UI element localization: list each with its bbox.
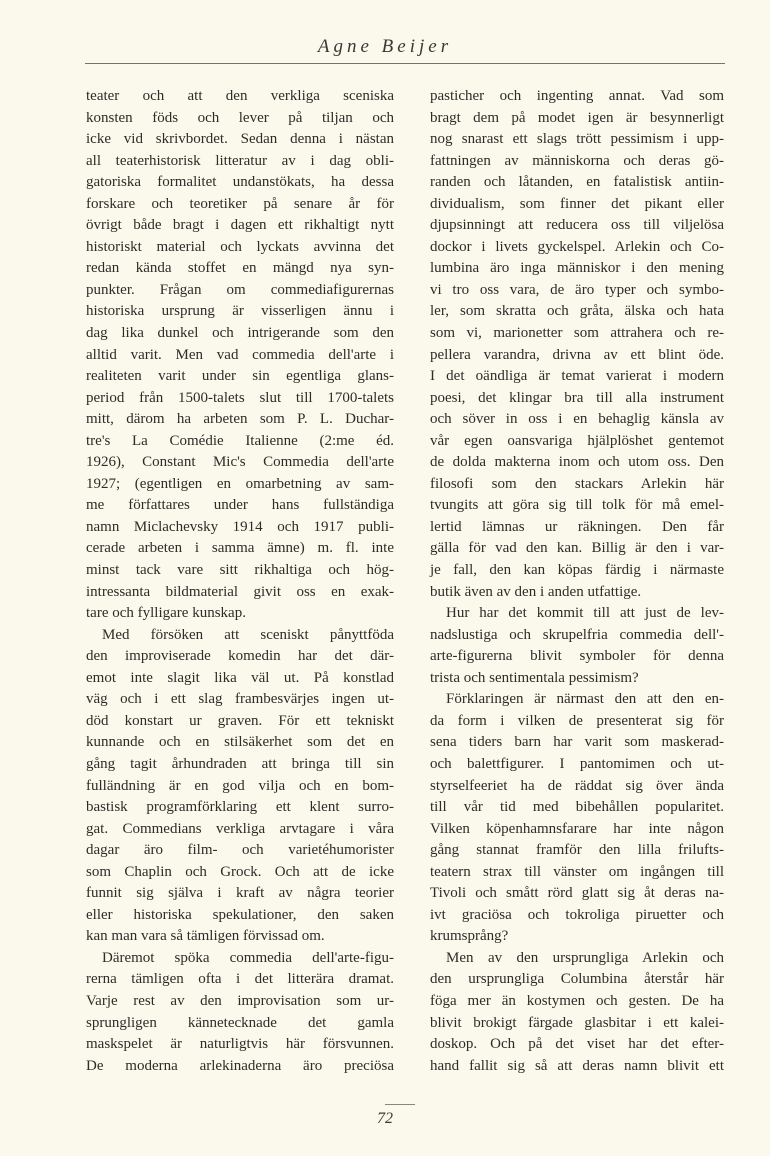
text-line: tare och fylligare kunskap.	[86, 605, 246, 622]
text-line: den ursprungliga Columbina återstår här	[430, 971, 724, 988]
text-line: nog snarast ett slags trött pessimism i upp-	[430, 131, 724, 148]
text-line: historiska ursprung är visserligen ännu i	[86, 303, 394, 320]
text-line: teater och att den verkliga sceniska	[86, 88, 394, 104]
text-line: tvungits att göra sig till tolk för må emel-	[430, 497, 724, 514]
text-line: tre's La Comédie Italienne (2:me éd.	[86, 432, 394, 449]
text-line: dividualism, som finner det pikant eller	[430, 195, 724, 212]
paragraph	[430, 689, 724, 948]
text-line: ler, som skratta och gråta, älska och hata	[430, 303, 724, 320]
paragraph	[430, 948, 724, 1077]
text-line: arte-figurerna blivit symboler för denna	[430, 648, 724, 665]
text-line: gång stannat framför den lilla frilufts-	[430, 842, 724, 859]
footer-rule	[385, 1104, 415, 1105]
text-line: redan kända stoffet en mängd nya syn-	[86, 260, 394, 277]
paragraph	[86, 625, 394, 948]
text-line: den improviserade komedin har det där-	[86, 648, 394, 665]
text-line: gång tagit århundraden att bringa till sin	[86, 755, 394, 772]
text-line: Men av den ursprungliga Arlekin och	[446, 949, 724, 966]
text-line: ivt graciösa och tokroliga piruetter och	[430, 906, 724, 923]
text-line: poesi, det klingar bra till alla instrument	[430, 389, 724, 406]
text-line: djupsinningt att reducera oss till viljelösa	[430, 217, 724, 234]
text-line: Varje rest av den improvisation som ur-	[86, 992, 394, 1009]
text-line: filosofi som den stackars Arlekin här	[430, 475, 724, 492]
text-line: all teaterhistorisk litteratur av i dag obli-	[86, 152, 394, 169]
text-line: teatern strax till vänster om ingången till	[430, 863, 724, 880]
text-line: föga mer än kostymen och gesten. De ha	[430, 992, 724, 1009]
text-line: eller historiska spekulationer, den saken	[86, 906, 394, 923]
page-number: 72	[377, 1110, 393, 1127]
text-line: dockor i livets gyckelspel. Arlekin och Co-	[430, 238, 724, 255]
text-line: gälla för vad den kan. Billig är den i var-	[430, 540, 724, 557]
text-line: Däremot spöka commedia dell'arte-figu-	[102, 949, 394, 966]
text-line: icke vid skrivbordet. Sedan denna i nästan	[86, 131, 394, 148]
running-head-author: Agne Beijer	[317, 36, 453, 57]
text-line: och söver in oss i en behaglig känsla av	[430, 411, 724, 428]
text-line: namn Miclachevsky 1914 och 1917 publi-	[86, 518, 394, 535]
paragraph	[430, 603, 724, 689]
text-line: bastisk programförklaring ett klent surro-	[86, 799, 394, 816]
text-line: alltid varit. Men vad commedia dell'arte i	[86, 346, 394, 363]
text-line: realiteten varit under sin egentliga glans-	[86, 368, 394, 385]
text-line: butik även av den i anden utfattige.	[430, 583, 642, 600]
text-column-right	[430, 86, 724, 1077]
text-line: blivit brokigt färgade glasbitar i ett kalei-	[430, 1014, 724, 1031]
text-line: död konstart ur graven. För ett tekniskt	[86, 712, 394, 729]
text-line: randen och låtanden, en fatalistisk antiin-	[430, 174, 724, 191]
text-line: nadslustiga och skrupelfria commedia dell'-	[430, 626, 724, 643]
text-line: som vi, marionetter som attrahera och re-	[430, 325, 724, 342]
text-line: fulländning är en god vilja och en bom-	[86, 777, 394, 794]
text-line: fattningen av människorna och deras gö-	[430, 152, 724, 169]
text-line: funnit sig själva i kraft av några teorier	[86, 885, 394, 902]
text-line: som Chaplin och Grock. Och att de icke	[86, 863, 394, 880]
text-line: pellera varandra, drivna av ett blint öde.	[430, 346, 724, 363]
text-line: och balettfigurer. I pantomimen och ut-	[430, 755, 724, 772]
text-line: vi tro oss vara, de äro typer och symbo-	[430, 281, 724, 298]
text-line: forskare och teoretiker på senare år för	[86, 195, 394, 212]
text-line: punkter. Frågan om commediafigurernas	[86, 281, 394, 298]
text-line: Hur har det kommit till att just de lev-	[446, 605, 724, 622]
text-line: pasticher och ingenting annat. Vad som	[430, 88, 724, 104]
text-line: je fall, den kan köpas färdig i närmaste	[430, 562, 724, 579]
text-line: dag lika dunkel och intrigerande som den	[86, 325, 394, 342]
text-line: minst tack vare sitt rikhaltiga och hög-	[86, 562, 394, 579]
text-line: doskop. Och på det viset har det efter-	[430, 1036, 724, 1053]
text-line: maskspelet är naturligtvis här försvunnen.	[86, 1036, 394, 1053]
text-line: vår egen oansvariga hjälplöshet gentemot	[430, 432, 724, 449]
text-line: konsten föds och lever på tiljan och	[86, 109, 394, 126]
text-line: da form i vilken de presenterat sig för	[430, 712, 724, 729]
text-line: dagar äro film- och varietéhumorister	[86, 842, 394, 859]
text-line: Med försöken att sceniskt pånyttföda	[102, 626, 394, 643]
text-line: rerna tämligen ofta i det litterära dramat.	[86, 971, 394, 988]
text-line: Förklaringen är närmast den att den en-	[446, 691, 724, 708]
text-line: trista och sentimentala pessimism?	[430, 669, 639, 686]
text-line: kan man vara så tämligen förvissad om.	[86, 928, 325, 945]
text-line: historiskt material och lyckats avvinna det	[86, 238, 394, 255]
text-line: period från 1500-talets slut till 1700-talets	[86, 389, 394, 406]
text-line: cerade arbeten i samma ämne) m. fl. inte	[86, 540, 394, 557]
text-line: hand fallit sig så att deras namn blivit ett	[430, 1057, 724, 1074]
text-line: intressanta bildmaterial givit oss en exak-	[86, 583, 394, 600]
text-line: övrigt både bragt i dagen ett rikhaltigt nytt	[86, 217, 394, 234]
text-line: Vilken köpenhamnsfarare har inte någon	[430, 820, 724, 837]
paragraph	[86, 948, 394, 1077]
header-rule	[85, 63, 725, 64]
text-line: sena tiders barn har varit som maskerad-	[430, 734, 724, 751]
text-line: styrselfeeriet ha de räddat sig över ända	[430, 777, 724, 794]
text-line: Tivoli och smått rörd glatt sig åt deras na-	[430, 885, 724, 902]
text-line: I det oändliga är temat varierat i modern	[430, 368, 724, 385]
text-line: De moderna arlekinaderna äro preciösa	[86, 1057, 394, 1074]
text-column-left	[86, 86, 394, 1077]
text-line: emot inte slagit lika väl ut. På konstlad	[86, 669, 394, 686]
text-line: me författares under hans fullständiga	[86, 497, 394, 514]
text-line: gatoriska formalitet undanstökats, ha dessa	[86, 174, 394, 191]
text-line: de dolda makterna inom och utom oss. Den	[430, 454, 724, 471]
text-line: gat. Commedians verkliga arvtagare i våra	[86, 820, 394, 837]
paragraph	[430, 86, 724, 603]
text-line: till vår tid med bibehållen popularitet.	[430, 799, 724, 816]
paragraph	[86, 86, 394, 625]
text-line: lertid lämnas ur räkningen. Den får	[430, 518, 724, 535]
text-line: bragt dem på modet igen är besynnerligt	[430, 109, 724, 126]
text-line: 1927; (egentligen en omarbetning av sam-	[86, 475, 394, 492]
text-line: väg och i ett slag frambesvärjes ingen ut-	[86, 691, 394, 708]
text-line: mitt, därom ha arbeten som P. L. Duchar-	[86, 411, 394, 428]
text-line: 1926), Constant Mic's Commedia dell'arte	[86, 454, 394, 471]
text-line: lumbina äro inga människor i den mening	[430, 260, 724, 277]
text-line: krumsprång?	[430, 928, 509, 945]
text-line: sprungligen kännetecknade det gamla	[86, 1014, 394, 1031]
text-line: kunnande och en stilsäkerhet som det en	[86, 734, 394, 751]
